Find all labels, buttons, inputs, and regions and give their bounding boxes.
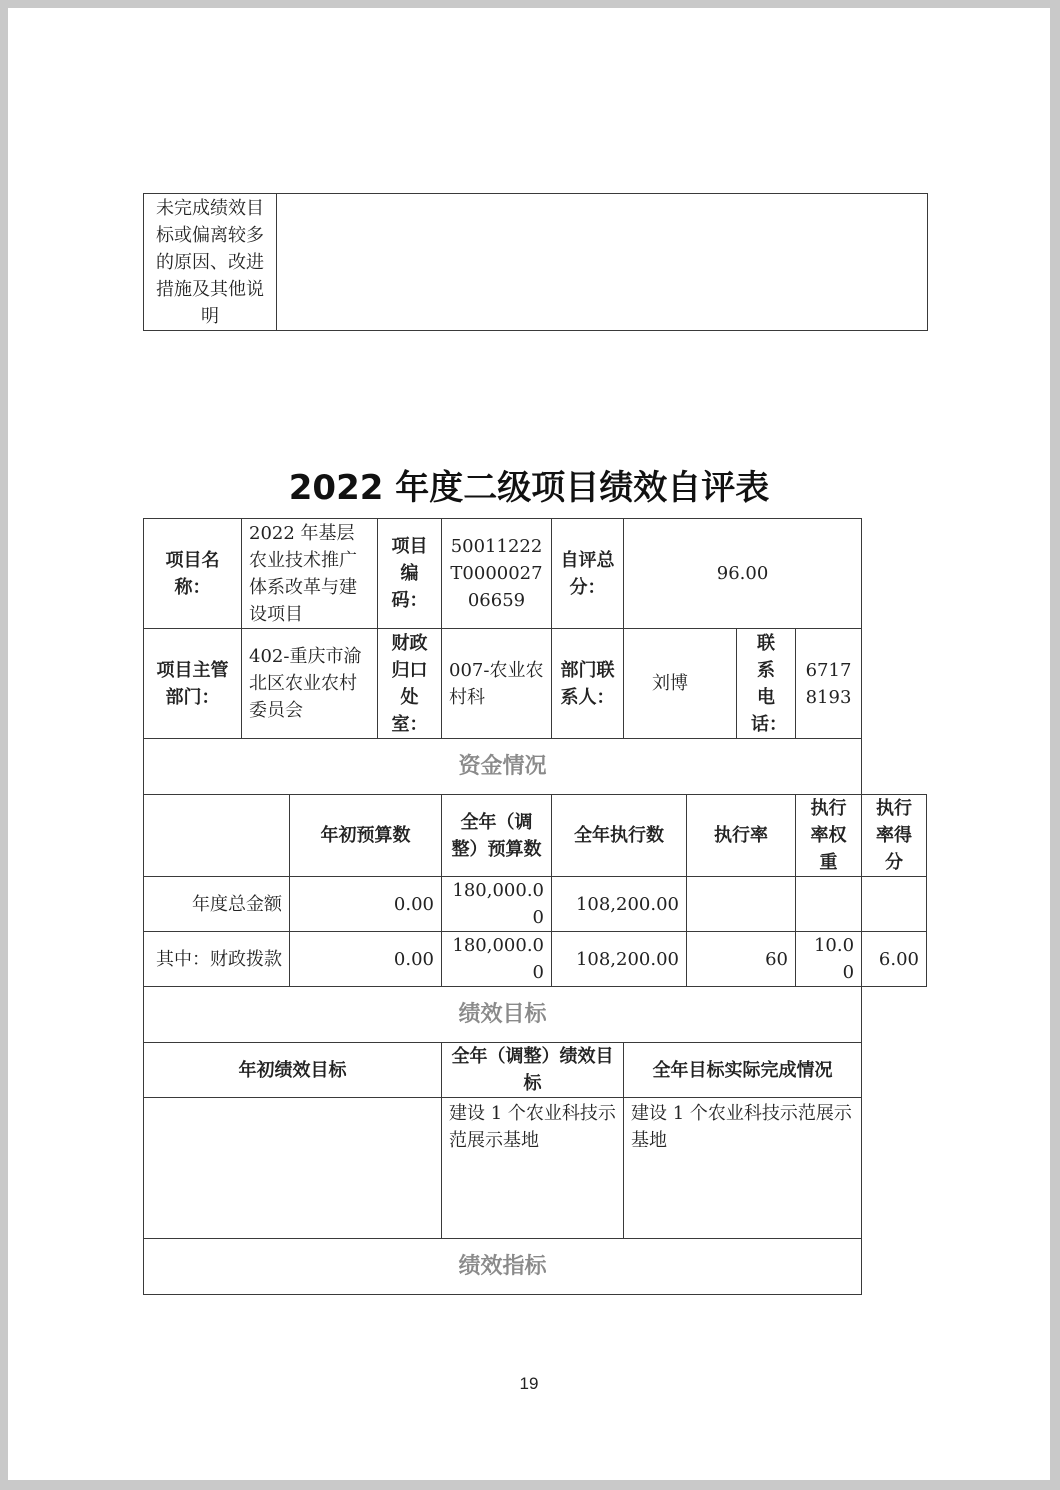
funds-cell: 0.00	[290, 877, 442, 932]
funds-cell: 108,200.00	[552, 877, 687, 932]
self-score-label: 自评总分：	[552, 519, 624, 629]
targets-col-actual: 全年目标实际完成情况	[624, 1043, 862, 1098]
funds-cell	[796, 877, 862, 932]
project-code-value: 50011222T000002706659	[442, 519, 552, 629]
funds-cell: 108,200.00	[552, 932, 687, 987]
targets-initial-cell	[144, 1098, 442, 1239]
funds-cell: 10.00	[796, 932, 862, 987]
project-name-value: 2022 年基层农业技术推广体系改革与建设项目	[242, 519, 378, 629]
contact-label: 部门联系人：	[552, 629, 624, 739]
evaluation-table	[143, 518, 927, 1295]
targets-adjusted-cell: 建设 1 个农业科技示范展示基地	[442, 1098, 624, 1239]
targets-col-adjusted: 全年（调整）绩效目标	[442, 1043, 624, 1098]
funds-cell: 6.00	[862, 932, 927, 987]
funds-cell: 180,000.00	[442, 877, 552, 932]
funds-col-adjusted-budget: 全年（调整）预算数	[442, 795, 552, 877]
phone-label: 联系电话：	[737, 629, 796, 739]
project-code-label: 项目编码：	[378, 519, 442, 629]
finance-office-label: 财政归口处室：	[378, 629, 442, 739]
funds-col-initial-budget: 年初预算数	[290, 795, 442, 877]
finance-office-value: 007-农业农村科	[442, 629, 552, 739]
table-row	[144, 877, 927, 932]
document-page	[8, 8, 1050, 1480]
targets-section-title: 绩效目标	[144, 987, 862, 1043]
self-score-value: 96.00	[624, 519, 862, 629]
funds-row-label: 年度总金额	[144, 877, 290, 932]
form-title: 2022 年度二级项目绩效自评表	[288, 468, 770, 508]
dept-value: 402-重庆市渝北区农业农村委员会	[242, 629, 378, 739]
targets-col-initial: 年初绩效目标	[144, 1043, 442, 1098]
funds-cell: 180,000.00	[442, 932, 552, 987]
unfinished-reasons-table	[143, 193, 928, 331]
funds-col-rate-score: 执行率得分	[862, 795, 927, 877]
indicators-section-title: 绩效指标	[144, 1239, 862, 1295]
funds-col-blank	[144, 795, 290, 877]
phone-value: 67178193	[796, 629, 862, 739]
unfinished-reasons-content	[277, 194, 928, 331]
funds-cell: 0.00	[290, 932, 442, 987]
funds-row-label: 其中：财政拨款	[144, 932, 290, 987]
contact-value: 刘博	[624, 629, 737, 739]
page-number: 19	[519, 1374, 539, 1393]
targets-actual-cell: 建设 1 个农业科技示范展示基地	[624, 1098, 862, 1239]
funds-cell	[687, 877, 796, 932]
table-row	[144, 932, 927, 987]
funds-col-rate-weight: 执行率权重	[796, 795, 862, 877]
dept-label: 项目主管部门：	[144, 629, 242, 739]
project-name-label: 项目名称：	[144, 519, 242, 629]
funds-col-exec-rate: 执行率	[687, 795, 796, 877]
funds-cell: 60	[687, 932, 796, 987]
unfinished-reasons-label: 未完成绩效目标或偏离较多的原因、改进措施及其他说明	[144, 194, 277, 331]
table-row	[144, 1098, 927, 1239]
funds-col-executed: 全年执行数	[552, 795, 687, 877]
funds-section-title: 资金情况	[144, 739, 862, 795]
funds-cell	[862, 877, 927, 932]
